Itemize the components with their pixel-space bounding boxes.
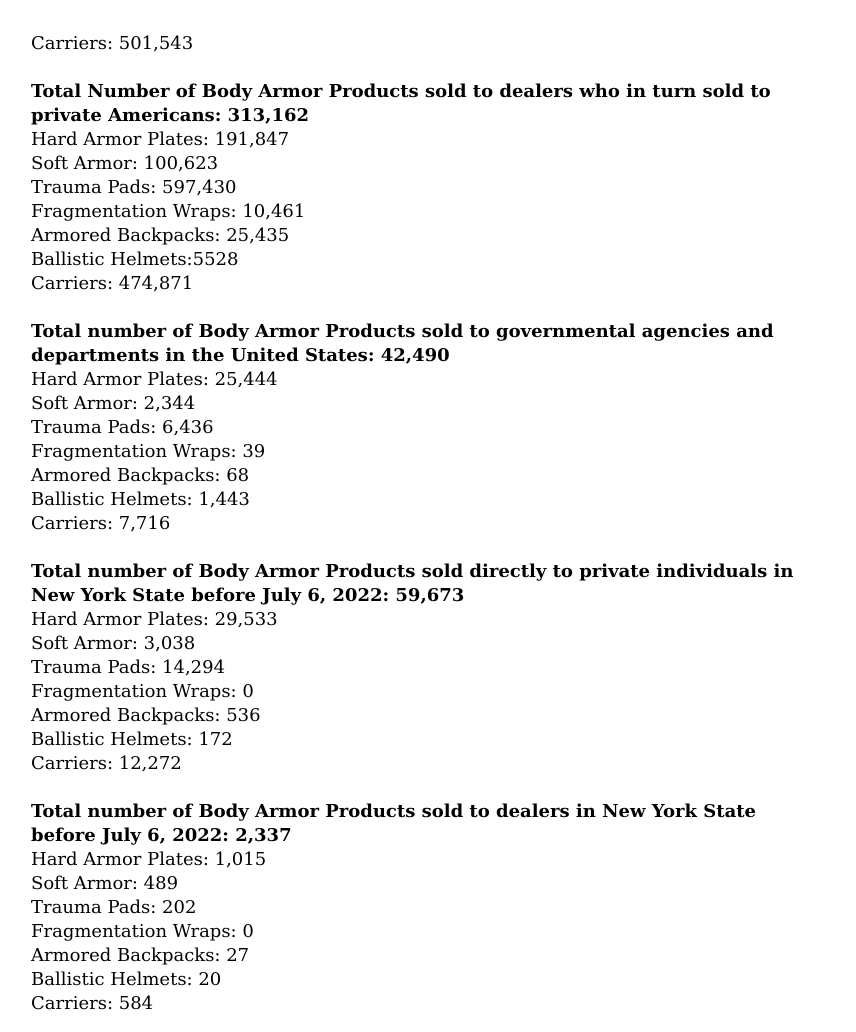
section-governmental-agencies — [31, 320, 831, 536]
list-item: Trauma Pads: 14,294 — [31, 657, 226, 678]
list-item: Carriers: 584 — [31, 993, 154, 1014]
list-item: Hard Armor Plates: 191,847 — [31, 129, 290, 150]
list-item: Carriers: 7,716 — [31, 513, 171, 534]
list-item: Soft Armor: 3,038 — [31, 633, 196, 654]
section-heading: Total number of Body Armor Products sold to governmental agencies and departments in the United States: 42,490 — [31, 321, 774, 366]
list-item: Fragmentation Wraps: 0 — [31, 681, 254, 702]
section-private-individuals-ny — [31, 560, 831, 776]
list-item: Ballistic Helmets:5528 — [31, 249, 239, 270]
list-item: Armored Backpacks: 68 — [31, 465, 250, 486]
list-item: Fragmentation Wraps: 0 — [31, 921, 254, 942]
list-item: Armored Backpacks: 536 — [31, 705, 261, 726]
list-item: Armored Backpacks: 27 — [31, 945, 250, 966]
list-item: Soft Armor: 100,623 — [31, 153, 219, 174]
list-item: Ballistic Helmets: 20 — [31, 969, 222, 990]
list-item: Fragmentation Wraps: 39 — [31, 441, 266, 462]
section-heading: Total number of Body Armor Products sold directly to private individuals in New York State before July 6, 2022: 59,673 — [31, 561, 794, 606]
list-item: Ballistic Helmets: 172 — [31, 729, 233, 750]
list-item: Hard Armor Plates: 25,444 — [31, 369, 278, 390]
section-heading: Total number of Body Armor Products sold to dealers in New York State before July 6, 2022: 2,337 — [31, 801, 757, 846]
list-item: Ballistic Helmets: 1,443 — [31, 489, 250, 510]
list-item: Carriers: 474,871 — [31, 273, 194, 294]
list-item: Trauma Pads: 202 — [31, 897, 197, 918]
list-item: Soft Armor: 489 — [31, 873, 179, 894]
list-item: Trauma Pads: 6,436 — [31, 417, 214, 438]
list-item: Hard Armor Plates: 1,015 — [31, 849, 267, 870]
list-item: Armored Backpacks: 25,435 — [31, 225, 290, 246]
section-heading: Total Number of Body Armor Products sold to dealers who in turn sold to private Americans: 313,162 — [31, 81, 771, 126]
section-dealers-ny — [31, 800, 831, 1016]
list-item: Trauma Pads: 597,430 — [31, 177, 237, 198]
document-body — [31, 32, 831, 1016]
list-item: Soft Armor: 2,344 — [31, 393, 196, 414]
list-item: Carriers: 12,272 — [31, 753, 182, 774]
list-item: Hard Armor Plates: 29,533 — [31, 609, 278, 630]
list-item: Fragmentation Wraps: 10,461 — [31, 201, 306, 222]
carriers-line: Carriers: 501,543 — [31, 33, 194, 54]
section-dealers-private-americans — [31, 80, 831, 296]
